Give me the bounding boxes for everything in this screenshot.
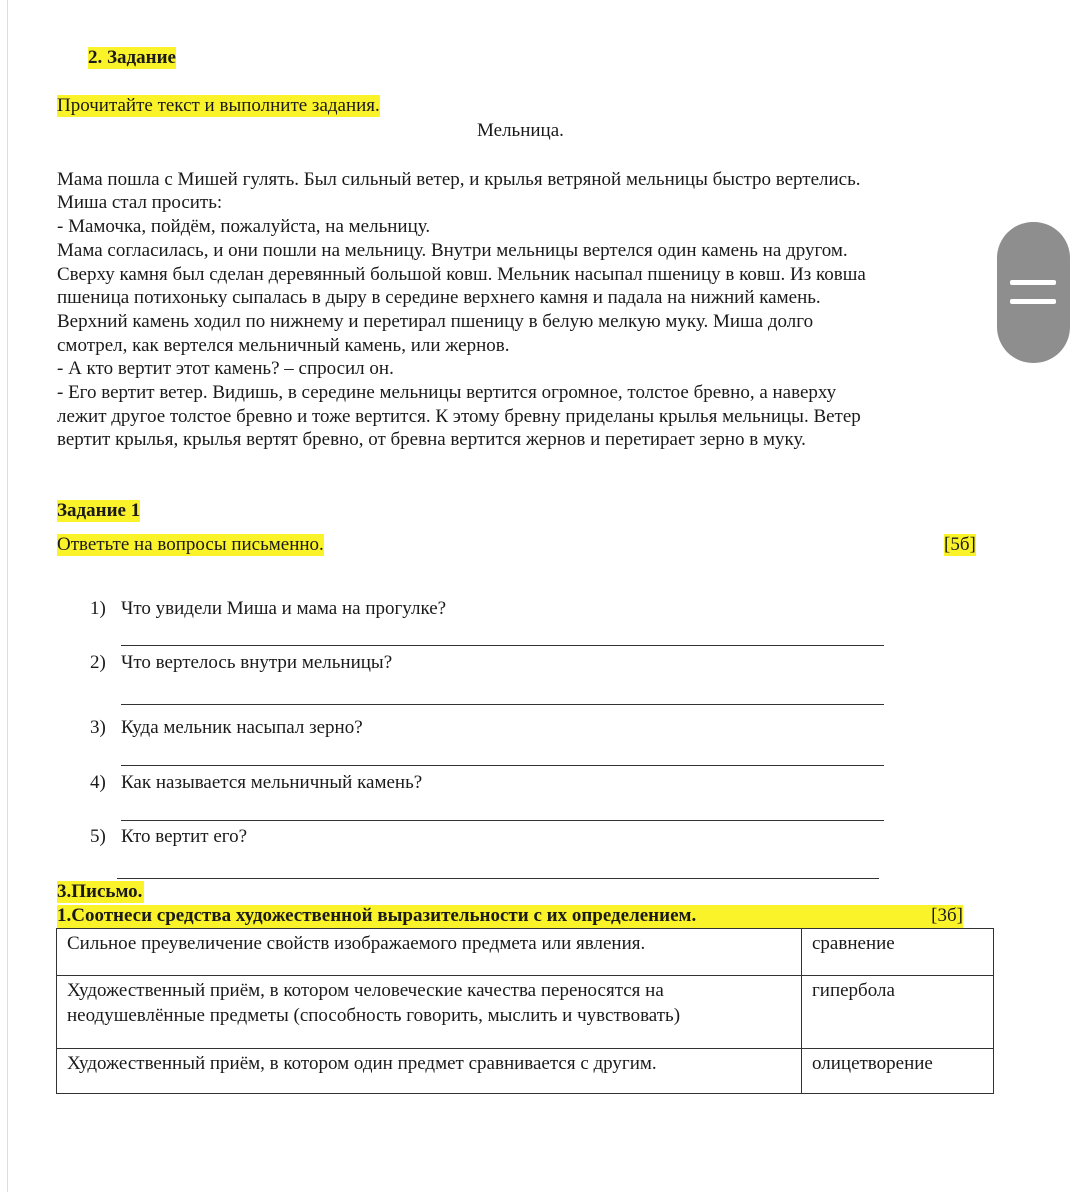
definition-text: Художественный приём, в котором один предмет сравнивается с другим. [67, 1053, 657, 1074]
story-line: Сверху камня был сделан деревянный большой ковш. Мельник насыпал пшеницу в ковш. Из ковша [57, 264, 866, 285]
writing-instruction-bar [57, 905, 963, 928]
story-line: Мама согласилась, и они пошли на мельницу. Внутри мельницы вертелся один камень на другом. [57, 240, 848, 261]
question-text: Как называется мельничный камень? [121, 772, 423, 793]
question-number: 2) [90, 652, 106, 673]
story-line: вертит крылья, крылья вертят бревно, от бревна вертится жернов и перетирает зерно в муку. [57, 429, 806, 450]
table-row [57, 976, 994, 1049]
answer-line[interactable] [117, 878, 879, 879]
question-text: Кто вертит его? [121, 826, 248, 847]
story-line: - Мамочка, пойдём, пожалуйста, на мельницу. [57, 216, 431, 237]
writing-heading: 3.Письмо. [57, 881, 143, 902]
scroll-handle[interactable] [997, 222, 1070, 363]
story-line: Мама пошла с Мишей гулять. Был сильный ветер, и крылья ветряной мельницы быстро вертелись. [57, 169, 861, 190]
story-line: Верхний камень ходил по нижнему и перетирал пшеницу в белую мелкую муку. Миша долго [57, 311, 814, 332]
question-text: Что вертелось внутри мельницы? [121, 652, 393, 673]
grip-line-icon [1010, 280, 1056, 285]
writing-instruction: 1.Соотнеси средства художественной выразительности с их определением. [57, 905, 697, 926]
term-cell: сравнение [802, 929, 994, 976]
question-text: Что увидели Миша и мама на прогулке? [121, 598, 447, 619]
question-number: 5) [90, 826, 106, 847]
term-cell: гипербола [802, 976, 994, 1049]
matching-table [56, 928, 994, 1094]
table-row [57, 929, 994, 976]
task1-points: [5б] [944, 534, 976, 555]
definition-text: неодушевлённые предметы (способность говорить, мыслить и чувствовать) [67, 1005, 681, 1026]
task1-instruction: Ответьте на вопросы письменно. [57, 534, 324, 555]
table-row [57, 1049, 994, 1094]
definition-text: Художественный приём, в котором человеческие качества переносятся на [67, 980, 664, 1001]
answer-line[interactable] [121, 820, 884, 821]
definition-cell [57, 1049, 802, 1094]
story-title: Мельница. [477, 120, 564, 141]
question-number: 3) [90, 717, 106, 738]
definition-text: Сильное преувеличение свойств изображаемого предмета или явления. [67, 933, 646, 954]
task1-heading: Задание 1 [57, 500, 141, 521]
writing-points: [3б] [931, 905, 963, 926]
story-line: смотрел, как вертелся мельничный камень, или жернов. [57, 335, 510, 356]
answer-line[interactable] [121, 704, 884, 705]
story-line: - Его вертит ветер. Видишь, в середине мельницы вертится огромное, толстое бревно, а наверху [57, 382, 837, 403]
definition-cell [57, 929, 802, 976]
answer-line[interactable] [121, 765, 884, 766]
definition-cell [57, 976, 802, 1049]
answer-line[interactable] [121, 645, 884, 646]
instruction: Прочитайте текст и выполните задания. [57, 95, 380, 116]
story-line: пшеница потихоньку сыпалась в дыру в середине верхнего камня и падала на нижний камень. [57, 287, 821, 308]
question-number: 1) [90, 598, 106, 619]
task-heading: 2. Задание [88, 47, 176, 68]
story-line: лежит другое толстое бревно и тоже вертится. К этому бревну приделаны крылья мельницы. Ветер [57, 406, 861, 427]
story-line: Миша стал просить: [57, 192, 223, 213]
term-cell: олицетворение [802, 1049, 994, 1094]
page-edge [7, 0, 8, 1192]
grip-line-icon [1010, 299, 1056, 304]
story-line: - А кто вертит этот камень? – спросил он. [57, 358, 394, 379]
question-number: 4) [90, 772, 106, 793]
question-text: Куда мельник насыпал зерно? [121, 717, 363, 738]
